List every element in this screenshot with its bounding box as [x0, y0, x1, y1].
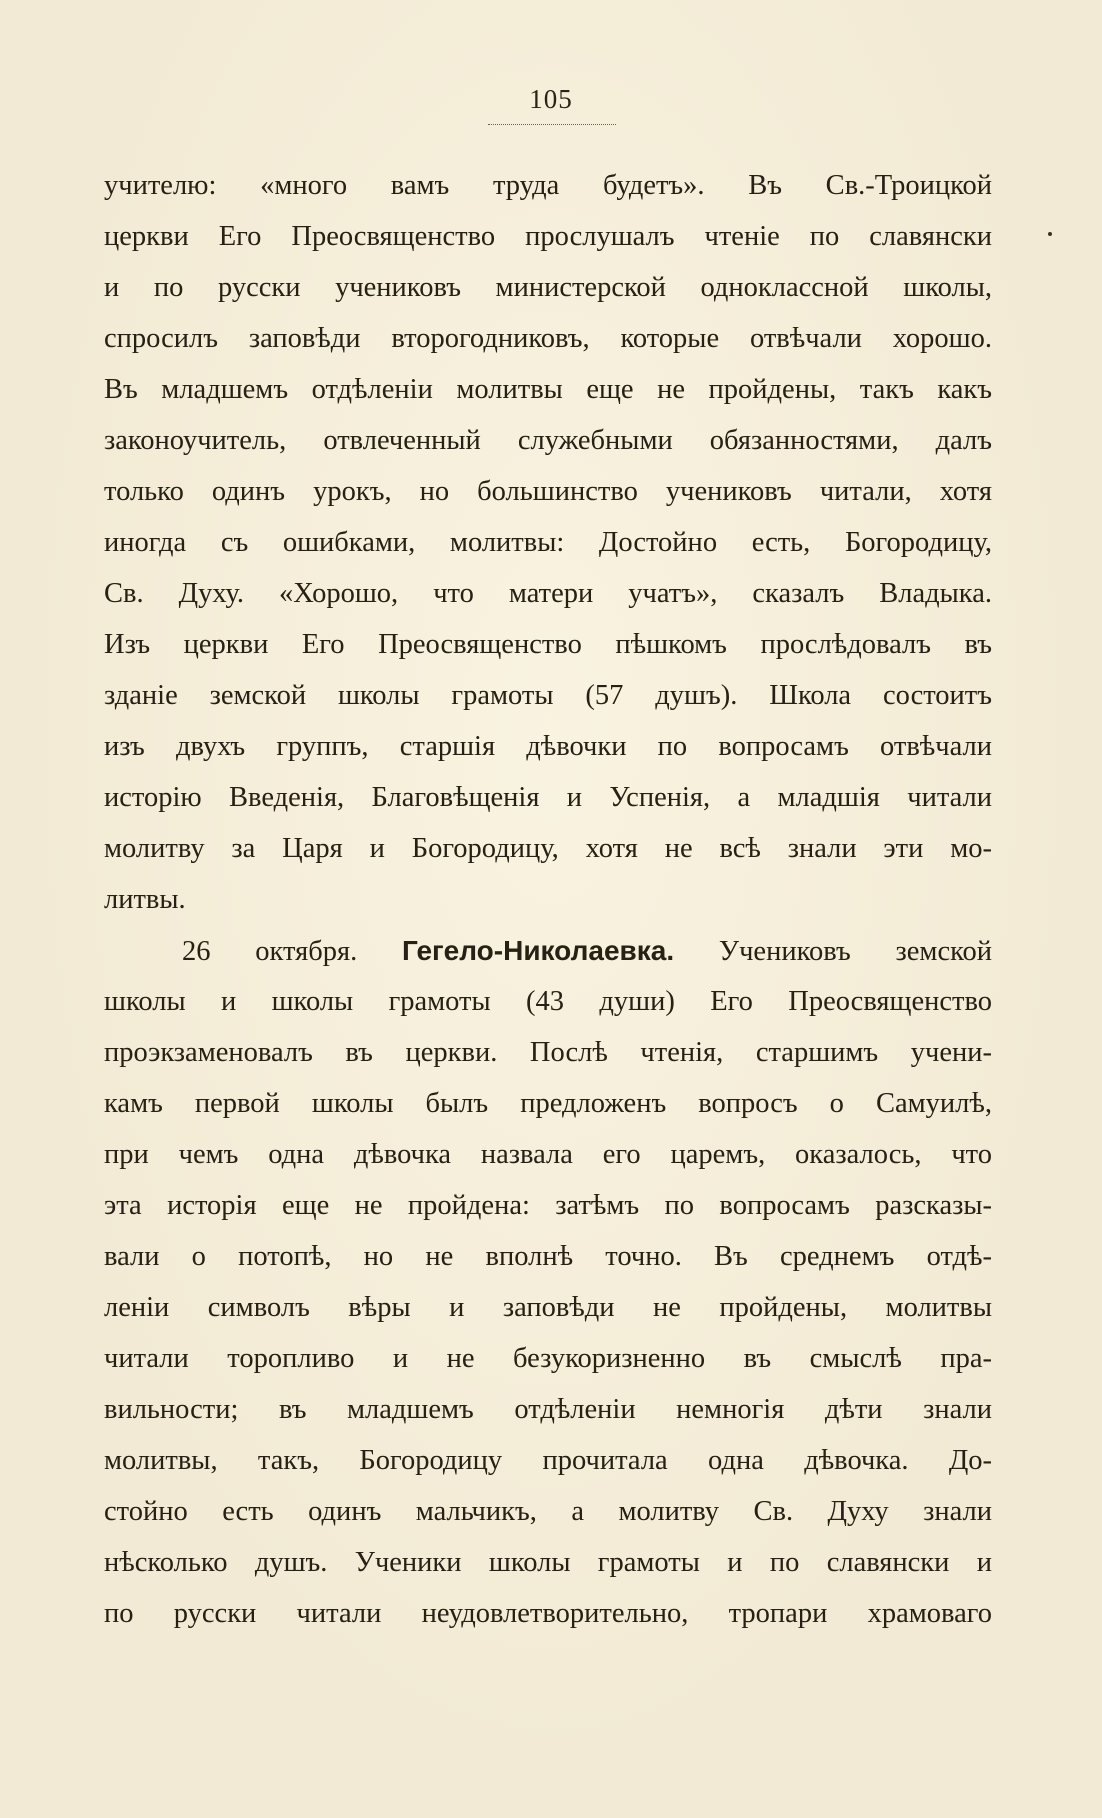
text-line: Св. Духу. «Хорошо, что матери учатъ», сказалъ Владыка. — [104, 578, 992, 609]
text-line: учителю: «много вамъ труда будетъ». Въ Св.-Троицкой — [104, 170, 992, 201]
text-line: спросилъ заповѣди второгодниковъ, которые отвѣчали хорошо. — [104, 323, 992, 354]
margin-speck — [1048, 232, 1052, 236]
text-line: проэкзаменовалъ въ церкви. Послѣ чтенія, старшимъ учени- — [104, 1037, 992, 1068]
text-line: зданіе земской школы грамоты (57 душъ). Школа состоитъ — [104, 680, 992, 711]
text-line: законоучитель, отвлеченный служебными обязанностями, далъ — [104, 425, 992, 456]
text-line: иногда съ ошибками, молитвы: Достойно есть, Богородицу, — [104, 527, 992, 558]
paragraph-opening-line — [104, 925, 992, 976]
text-line: вали о потопѣ, но не вполнѣ точно. Въ среднемъ отдѣ- — [104, 1241, 992, 1272]
entry-date: 26 октября. — [182, 936, 358, 967]
place-name: Гегело-Николаевка. — [402, 935, 675, 966]
text-line: молитву за Царя и Богородицу, хотя не всѣ знали эти мо- — [104, 833, 992, 864]
text-line: эта исторія еще не пройдена: затѣмъ по вопросамъ разсказы- — [104, 1190, 992, 1221]
text-line: литвы. — [104, 884, 186, 915]
header-dotted-rule — [488, 124, 616, 125]
text-line: читали торопливо и не безукоризненно въ смыслѣ пра- — [104, 1343, 992, 1374]
text-line: и по русски учениковъ министерской одноклассной школы, — [104, 272, 992, 303]
text-line: Изъ церкви Его Преосвященство пѣшкомъ прослѣдовалъ въ — [104, 629, 992, 660]
text-line: камъ первой школы былъ предложенъ вопросъ о Самуилѣ, — [104, 1088, 992, 1119]
text-line: стойно есть одинъ мальчикъ, а молитву Св. Духу знали — [104, 1496, 992, 1527]
text-line: церкви Его Преосвященство прослушалъ чтеніе по славянски — [104, 221, 992, 252]
text-line: школы и школы грамоты (43 души) Его Преосвященство — [104, 986, 992, 1017]
text-line: только одинъ урокъ, но большинство учениковъ читали, хотя — [104, 476, 992, 507]
text-line: молитвы, такъ, Богородицу прочитала одна дѣвочка. До- — [104, 1445, 992, 1476]
text-line: при чемъ одна дѣвочка назвала его царемъ, оказалось, что — [104, 1139, 992, 1170]
text-line: нѣсколько душъ. Ученики школы грамоты и по славянски и — [104, 1547, 992, 1578]
text-line: исторію Введенія, Благовѣщенія и Успенія, а младшія читали — [104, 782, 992, 813]
body-text — [104, 160, 992, 1639]
page-number: 105 — [529, 84, 573, 114]
text-line: по русски читали неудовлетворительно, тропари храмоваго — [104, 1598, 992, 1629]
text-line: леніи символъ вѣры и заповѣди не пройдены, молитвы — [104, 1292, 992, 1323]
text-line: изъ двухъ группъ, старшія дѣвочки по вопросамъ отвѣчали — [104, 731, 992, 762]
text-line: Въ младшемъ отдѣленіи молитвы еще не пройдены, такъ какъ — [104, 374, 992, 405]
text-line: вильности; въ младшемъ отдѣленіи немногія дѣти знали — [104, 1394, 992, 1425]
opening-line-rest: Учениковъ земской — [718, 936, 992, 967]
